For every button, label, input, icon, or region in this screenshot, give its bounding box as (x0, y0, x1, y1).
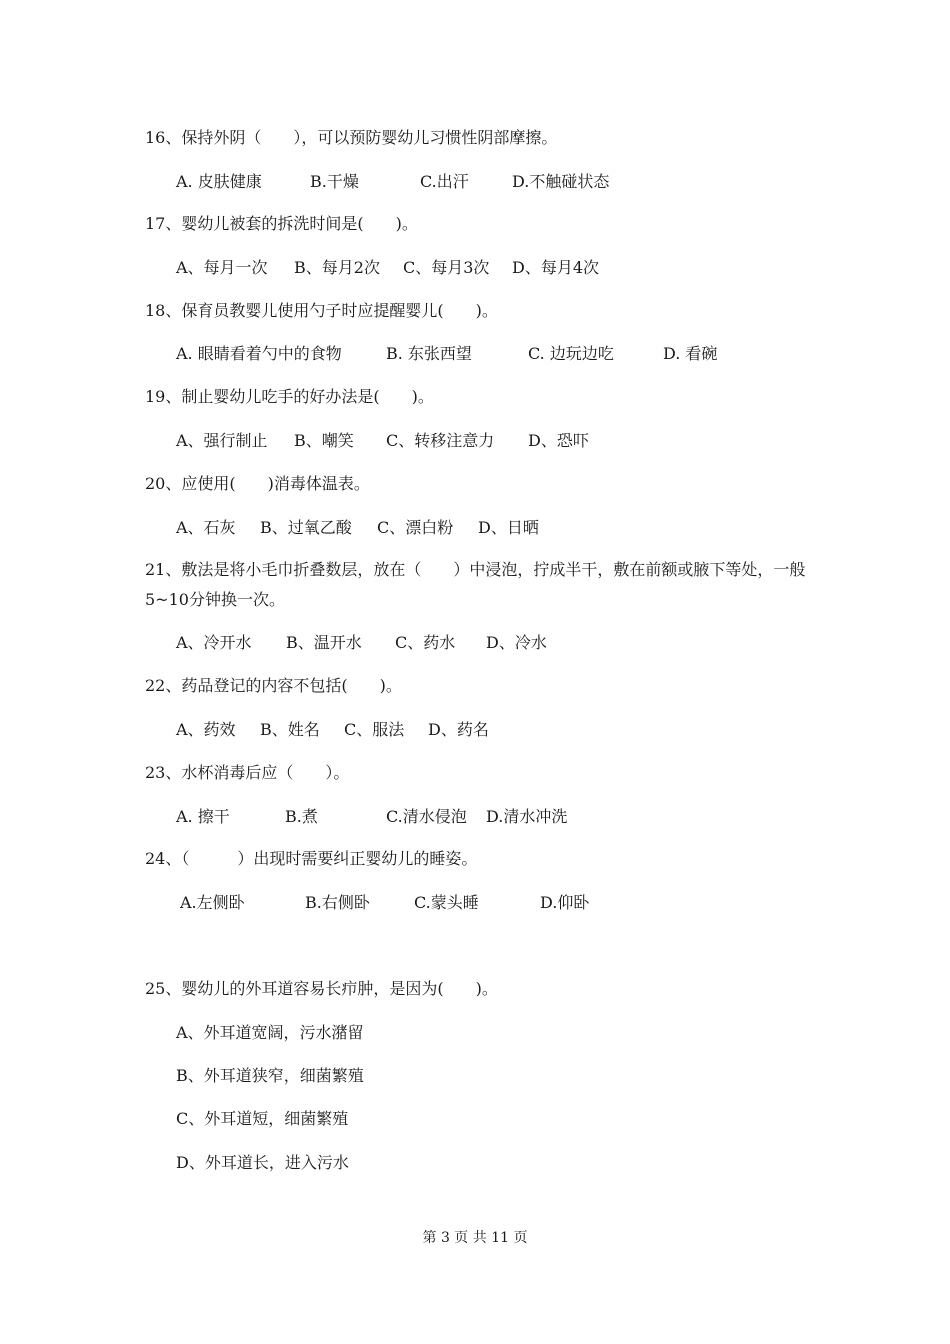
question-20-option-d: D、日晒 (478, 518, 539, 537)
question-21-stem: 21、敷法是将小毛巾折叠数层，放在（ ）中浸泡，拧成半干，敷在前额或腋下等处，一般5~10分钟换一次。 (145, 560, 806, 609)
question-23-stem: 23、水杯消毒后应（ ）。 (145, 763, 350, 782)
question-23-option-c: C.清水侵泡 (386, 807, 467, 826)
question-21-option-d: D、冷水 (486, 633, 547, 652)
question-22-option-d: D、药名 (428, 720, 489, 739)
question-22-option-c: C、服法 (344, 720, 405, 739)
question-23-option-d: D.清水冲洗 (486, 807, 568, 826)
question-24-option-b: B.右侧卧 (305, 893, 370, 912)
question-17-option-b: B、每月2次 (294, 258, 380, 277)
question-18-option-d: D. 看碗 (663, 344, 718, 363)
question-22-stem: 22、药品登记的内容不包括( )。 (145, 676, 402, 695)
question-16-option-b: B.干燥 (310, 172, 359, 191)
question-19-option-b: B、嘲笑 (294, 431, 354, 450)
question-24-option-a: A.左侧卧 (180, 893, 245, 912)
question-23-option-a: A. 擦干 (176, 807, 230, 826)
question-22-option-b: B、姓名 (260, 720, 320, 739)
question-17-option-d: D、每月4次 (512, 258, 600, 277)
question-24-option-c: C.蒙头睡 (414, 893, 479, 912)
question-20-option-c: C、漂白粉 (377, 518, 454, 537)
question-22-option-a: A、药效 (176, 720, 236, 739)
question-25-option-d: D、外耳道长，进入污水 (176, 1153, 349, 1172)
question-17-option-c: C、每月3次 (403, 258, 490, 277)
question-20-option-b: B、过氧乙酸 (260, 518, 352, 537)
question-21-option-c: C、药水 (395, 633, 456, 652)
question-21-option-b: B、温开水 (286, 633, 362, 652)
question-16-option-a: A. 皮肤健康 (176, 172, 262, 191)
question-18-stem: 18、保育员教婴儿使用勺子时应提醒婴儿( )。 (145, 301, 498, 320)
question-24-option-d: D.仰卧 (540, 893, 590, 912)
question-18-option-b: B. 东张西望 (386, 344, 472, 363)
page-number-footer: 第 3 页 共 11 页 (422, 1230, 528, 1246)
question-16-option-c: C.出汗 (420, 172, 469, 191)
question-19-option-d: D、恐吓 (528, 431, 589, 450)
question-21-option-a: A、冷开水 (176, 633, 252, 652)
question-25-option-a: A、外耳道宽阔，污水潴留 (176, 1023, 364, 1042)
question-20-option-a: A、石灰 (176, 518, 236, 537)
question-25-stem: 25、婴幼儿的外耳道容易长疖肿，是因为( )。 (145, 979, 498, 998)
question-17-option-a: A、每月一次 (176, 258, 268, 277)
question-19-option-c: C、转移注意力 (386, 431, 495, 450)
question-20-stem: 20、应使用( )消毒体温表。 (145, 474, 370, 493)
question-18-option-c: C. 边玩边吃 (528, 344, 614, 363)
question-25-option-b: B、外耳道狭窄，细菌繁殖 (176, 1066, 364, 1085)
question-24-stem: 24、（ ）出现时需要纠正婴幼儿的睡姿。 (145, 849, 478, 868)
question-18-option-a: A. 眼睛看着勺中的食物 (176, 344, 342, 363)
question-16-option-d: D.不触碰状态 (512, 172, 610, 191)
question-25-option-c: C、外耳道短，细菌繁殖 (176, 1109, 349, 1128)
question-19-option-a: A、强行制止 (176, 431, 268, 450)
question-23-option-b: B.煮 (285, 807, 318, 826)
question-19-stem: 19、制止婴幼儿吃手的好办法是( )。 (145, 387, 434, 406)
question-17-stem: 17、婴幼儿被套的拆洗时间是( )。 (145, 214, 418, 233)
question-16-stem: 16、保持外阴（ ），可以预防婴幼儿习惯性阴部摩擦。 (145, 128, 558, 147)
